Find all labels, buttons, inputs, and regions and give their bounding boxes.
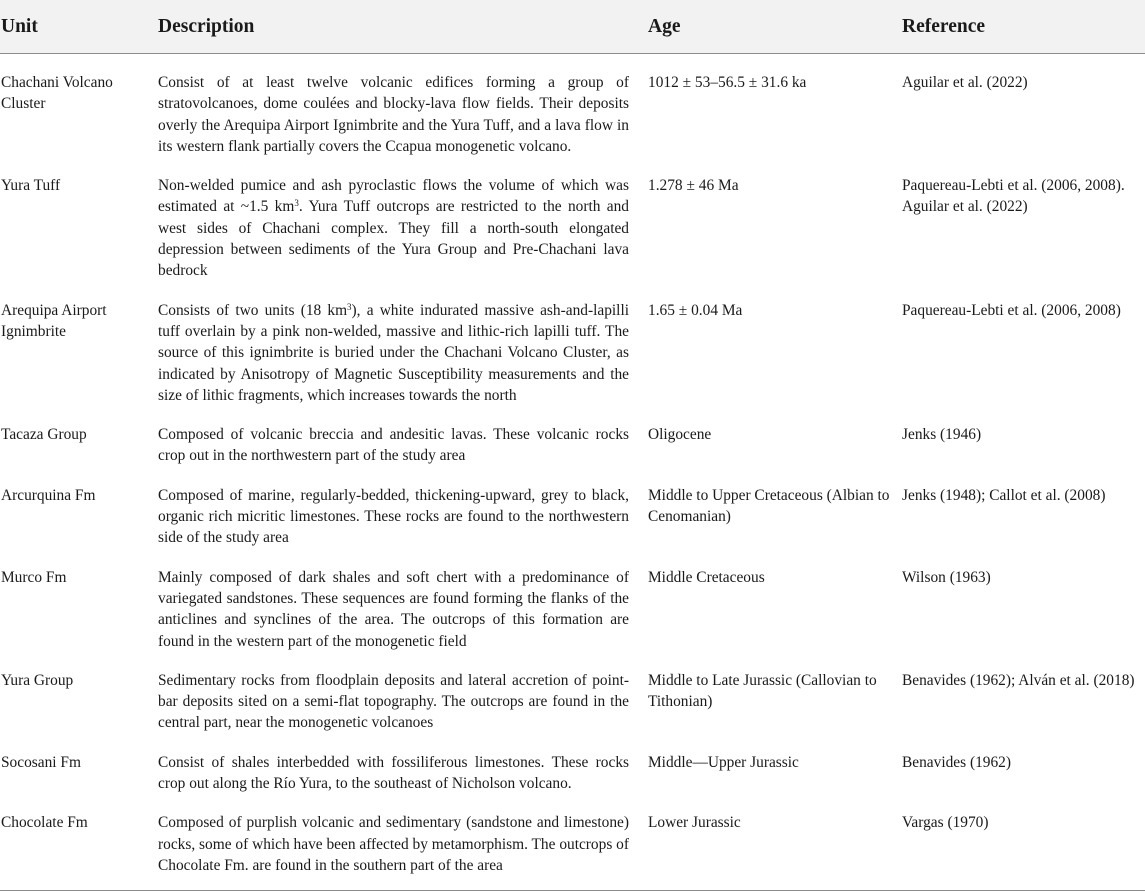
description-text: ), a white indurated massive ash-and-lapilli tuff overlain by a pink non-welded, massive and lithic-rich lapilli tuff. The source of this ignimbrite is buried under the Chachani Volcano Cluster, as indicated by Anisotropy of Magnetic Susceptibility measurements and the size of lithic fragments, which increases towards the north <box>158 301 629 404</box>
age-cell: Middle to Upper Cretaceous (Albian to Cenomanian) <box>648 486 890 526</box>
reference-cell: Wilson (1963) <box>902 568 991 586</box>
table-row <box>0 166 1145 290</box>
age-cell: Middle to Late Jurassic (Callovian to Tithonian) <box>648 671 877 711</box>
age-cell: Oligocene <box>648 426 712 444</box>
age-cell: 1.65 ± 0.04 Ma <box>648 301 743 319</box>
table-row <box>0 476 1145 558</box>
description-text: . Yura Tuff outcrops are restricted to the north and west sides of Chachani complex. They fill a north-south elongated depression between sediments of the Yura Group and Pre-Chachani lava bedrock <box>158 198 630 280</box>
unit-cell: Yura Tuff <box>1 177 61 195</box>
reference-cell: Vargas (1970) <box>901 803 1145 890</box>
unit-cell: Murco Fm <box>1 568 67 586</box>
table-row <box>0 661 1145 743</box>
table-row <box>0 54 1145 167</box>
table-row <box>0 743 1145 804</box>
unit-cell: Arequipa Airport Ignimbrite <box>1 301 107 340</box>
description-cell: Composed of volcanic breccia and andesitic lavas. These volcanic rocks crop out in the northwestern part of the study area <box>158 426 629 465</box>
reference-cell: Jenks (1948); Callot et al. (2008) <box>902 486 1106 504</box>
description-text: Consists of two units (18 km <box>158 301 348 319</box>
age-cell: Middle—Upper Jurassic <box>648 753 799 771</box>
description-cell: Sedimentary rocks from floodplain deposits and lateral accretion of point-bar deposits sited on a semi-flat topography. The outcrops are found in the central part, near the monogenetic volcanoes <box>158 671 629 732</box>
description-cell <box>157 291 647 415</box>
column-header-reference: Reference <box>901 0 1145 54</box>
column-header-unit: Unit <box>0 0 157 54</box>
description-cell: Consist of shales interbedded with fossiliferous limestones. These rocks crop out along the Río Yura, to the southeast of Nicholson volcano. <box>158 753 629 793</box>
reference-cell: Aguilar et al. (2022) <box>902 74 1028 91</box>
table-header <box>0 0 1145 54</box>
reference-cell: Paquereau-Lebti et al. (2006, 2008). Aguilar et al. (2022) <box>902 177 1125 216</box>
column-header-age: Age <box>647 0 901 54</box>
reference-cell: Paquereau-Lebti et al. (2006, 2008) <box>902 301 1121 319</box>
reference-cell: Benavides (1962); Alván et al. (2018) <box>902 671 1135 689</box>
table-row <box>0 415 1145 476</box>
description-text: Non-welded pumice and ash pyroclastic flows the volume of which was estimated at ~1.5 km <box>158 177 629 216</box>
description-cell: Mainly composed of dark shales and soft chert with a predominance of variegated sandstones. These sequences are found forming the flanks of the anticlines and synclines of the area. The outcrops of this formation are found in the western part of the monogenetic field <box>158 568 629 650</box>
reference-cell: Jenks (1946) <box>902 426 982 444</box>
table-row <box>0 558 1145 661</box>
age-cell: 1.278 ± 46 Ma <box>648 177 739 195</box>
age-cell: 1012 ± 53–56.5 ± 31.6 ka <box>648 74 807 91</box>
superscript-exponent: 3 <box>347 301 352 312</box>
superscript-exponent: 3 <box>294 198 299 209</box>
age-cell: Lower Jurassic <box>647 803 901 890</box>
reference-cell: Benavides (1962) <box>902 753 1011 771</box>
description-cell: Composed of purplish volcanic and sedimentary (sandstone and limestone) rocks, some of which have been affected by metamorphism. The outcrops of Chocolate Fm. are found in the southern part of the area <box>157 803 647 890</box>
unit-cell: Chachani Volcano Cluster <box>1 74 113 113</box>
column-header-description: Description <box>157 0 647 54</box>
age-cell: Middle Cretaceous <box>648 568 765 586</box>
table-row <box>0 291 1145 415</box>
table-row <box>0 803 1145 890</box>
description-cell: Composed of marine, regularly-bedded, thickening-upward, grey to black, organic rich micritic limestones. These rocks are found to the northwestern side of the study area <box>158 486 629 547</box>
unit-cell: Chocolate Fm <box>0 803 157 890</box>
unit-cell: Arcurquina Fm <box>1 486 96 504</box>
table-body <box>0 54 1145 891</box>
description-cell <box>157 166 647 290</box>
description-cell: Consist of at least twelve volcanic edifices forming a group of stratovolcanoes, dome coulées and blocky-lava flow fields. Their deposits overly the Arequipa Airport Ignimbrite and the Yura Tuff, and a lava flow in its western flank partially covers the Ccapua monogenetic volcano. <box>158 74 629 155</box>
unit-cell: Socosani Fm <box>1 753 81 771</box>
unit-cell: Yura Group <box>1 671 74 689</box>
unit-cell: Tacaza Group <box>1 426 87 444</box>
header-row <box>0 0 1145 54</box>
